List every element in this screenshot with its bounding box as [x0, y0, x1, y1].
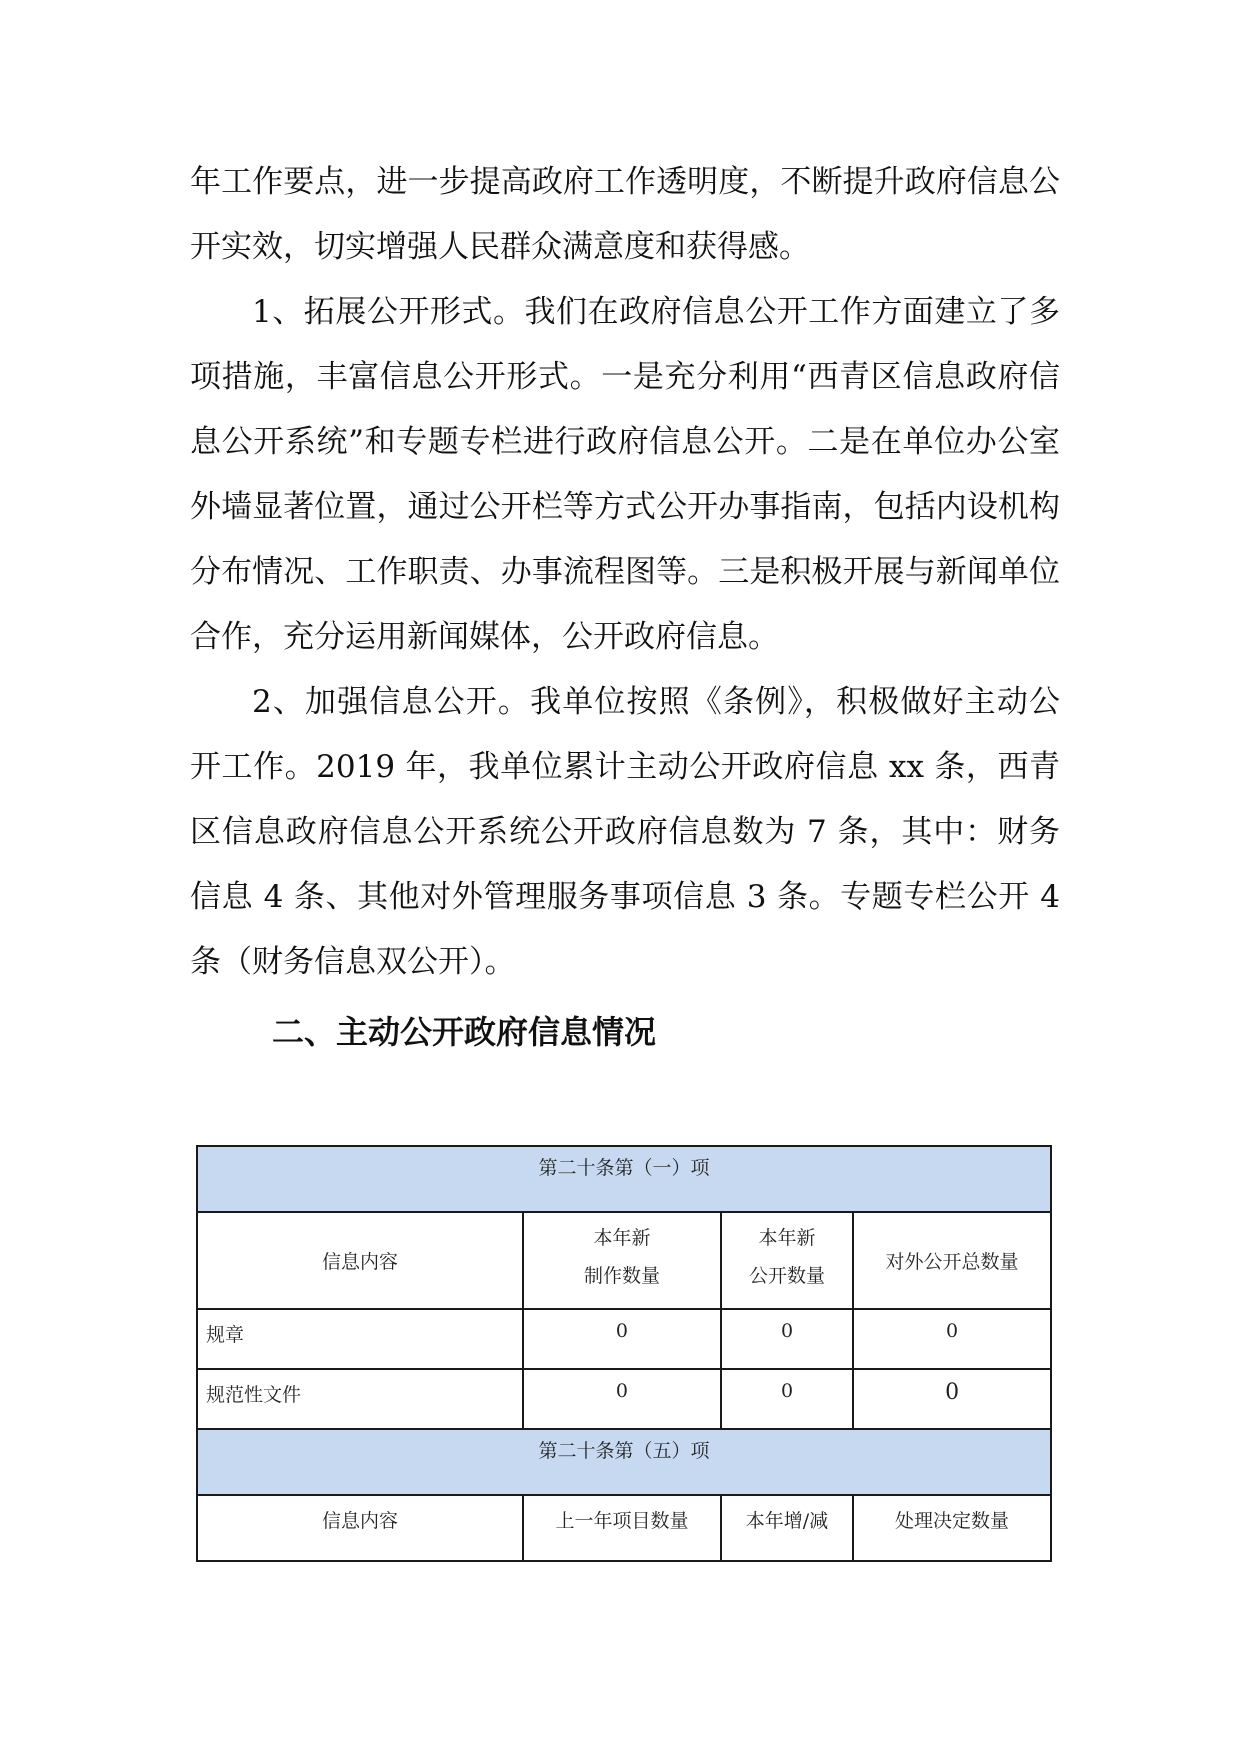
body-text	[190, 150, 1060, 995]
table-header-row	[197, 1495, 1051, 1561]
header2-info-content: 信息内容	[197, 1495, 523, 1561]
row-total: 0	[853, 1309, 1051, 1369]
row-published: 0	[721, 1309, 853, 1369]
row-total: 0	[853, 1369, 1051, 1429]
table-band-row	[197, 1429, 1051, 1495]
header-info-content: 信息内容	[197, 1212, 523, 1309]
row-name: 规章	[197, 1309, 523, 1369]
band-article-20-item-1: 第二十条第（一）项	[197, 1146, 1051, 1212]
header-new-published	[721, 1212, 853, 1309]
section-heading: 二、主动公开政府信息情况	[272, 1013, 657, 1051]
table-row	[197, 1309, 1051, 1369]
header-new-made-line1: 本年新	[593, 1227, 651, 1249]
header2-change: 本年增/减	[721, 1495, 853, 1561]
table-row	[197, 1369, 1051, 1429]
row-published: 0	[721, 1369, 853, 1429]
row-made: 0	[523, 1309, 721, 1369]
paragraph-strengthen-disclosure: 2、加强信息公开。我单位按照《条例》，积极做好主动公开工作。2019 年，我单位累计主动公开政府信息 xx 条，西青区信息政府信息公开系统公开政府信息数为 7 条，其中：财务信息 4 条、其他对外管理服务事项信息 3 条。专题专栏公开 4 条（财务信息双公开）。	[190, 684, 1060, 980]
paragraph-expand-forms: 1、拓展公开形式。我们在政府信息公开工作方面建立了多项措施，丰富信息公开形式。一是充分利用“西青区信息政府信息公开系统”和专题专栏进行政府信息公开。二是在单位办公室外墙显著位置，通过公开栏等方式公开办事指南，包括内设机构分布情况、工作职责、办事流程图等。三是积极开展与新闻单位合作，充分运用新闻媒体，公开政府信息。	[190, 294, 1060, 655]
table-band-row	[197, 1146, 1051, 1212]
row-made: 0	[523, 1369, 721, 1429]
header-new-published-line2: 公开数量	[749, 1265, 826, 1287]
paragraph-continuation: 年工作要点，进一步提高政府工作透明度，不断提升政府信息公开实效，切实增强人民群众满意度和获得感。	[190, 164, 1060, 265]
header-new-published-line1: 本年新	[758, 1227, 816, 1249]
header-new-made-line2: 制作数量	[583, 1265, 660, 1287]
row-name: 规范性文件	[197, 1369, 523, 1429]
header2-decision-count: 处理决定数量	[853, 1495, 1051, 1561]
header2-previous-year-count: 上一年项目数量	[523, 1495, 721, 1561]
header-total-published: 对外公开总数量	[853, 1212, 1051, 1309]
disclosure-table	[196, 1145, 1052, 1562]
band-article-20-item-5: 第二十条第（五）项	[197, 1429, 1051, 1495]
table-header-row	[197, 1212, 1051, 1309]
header-new-made	[523, 1212, 721, 1309]
